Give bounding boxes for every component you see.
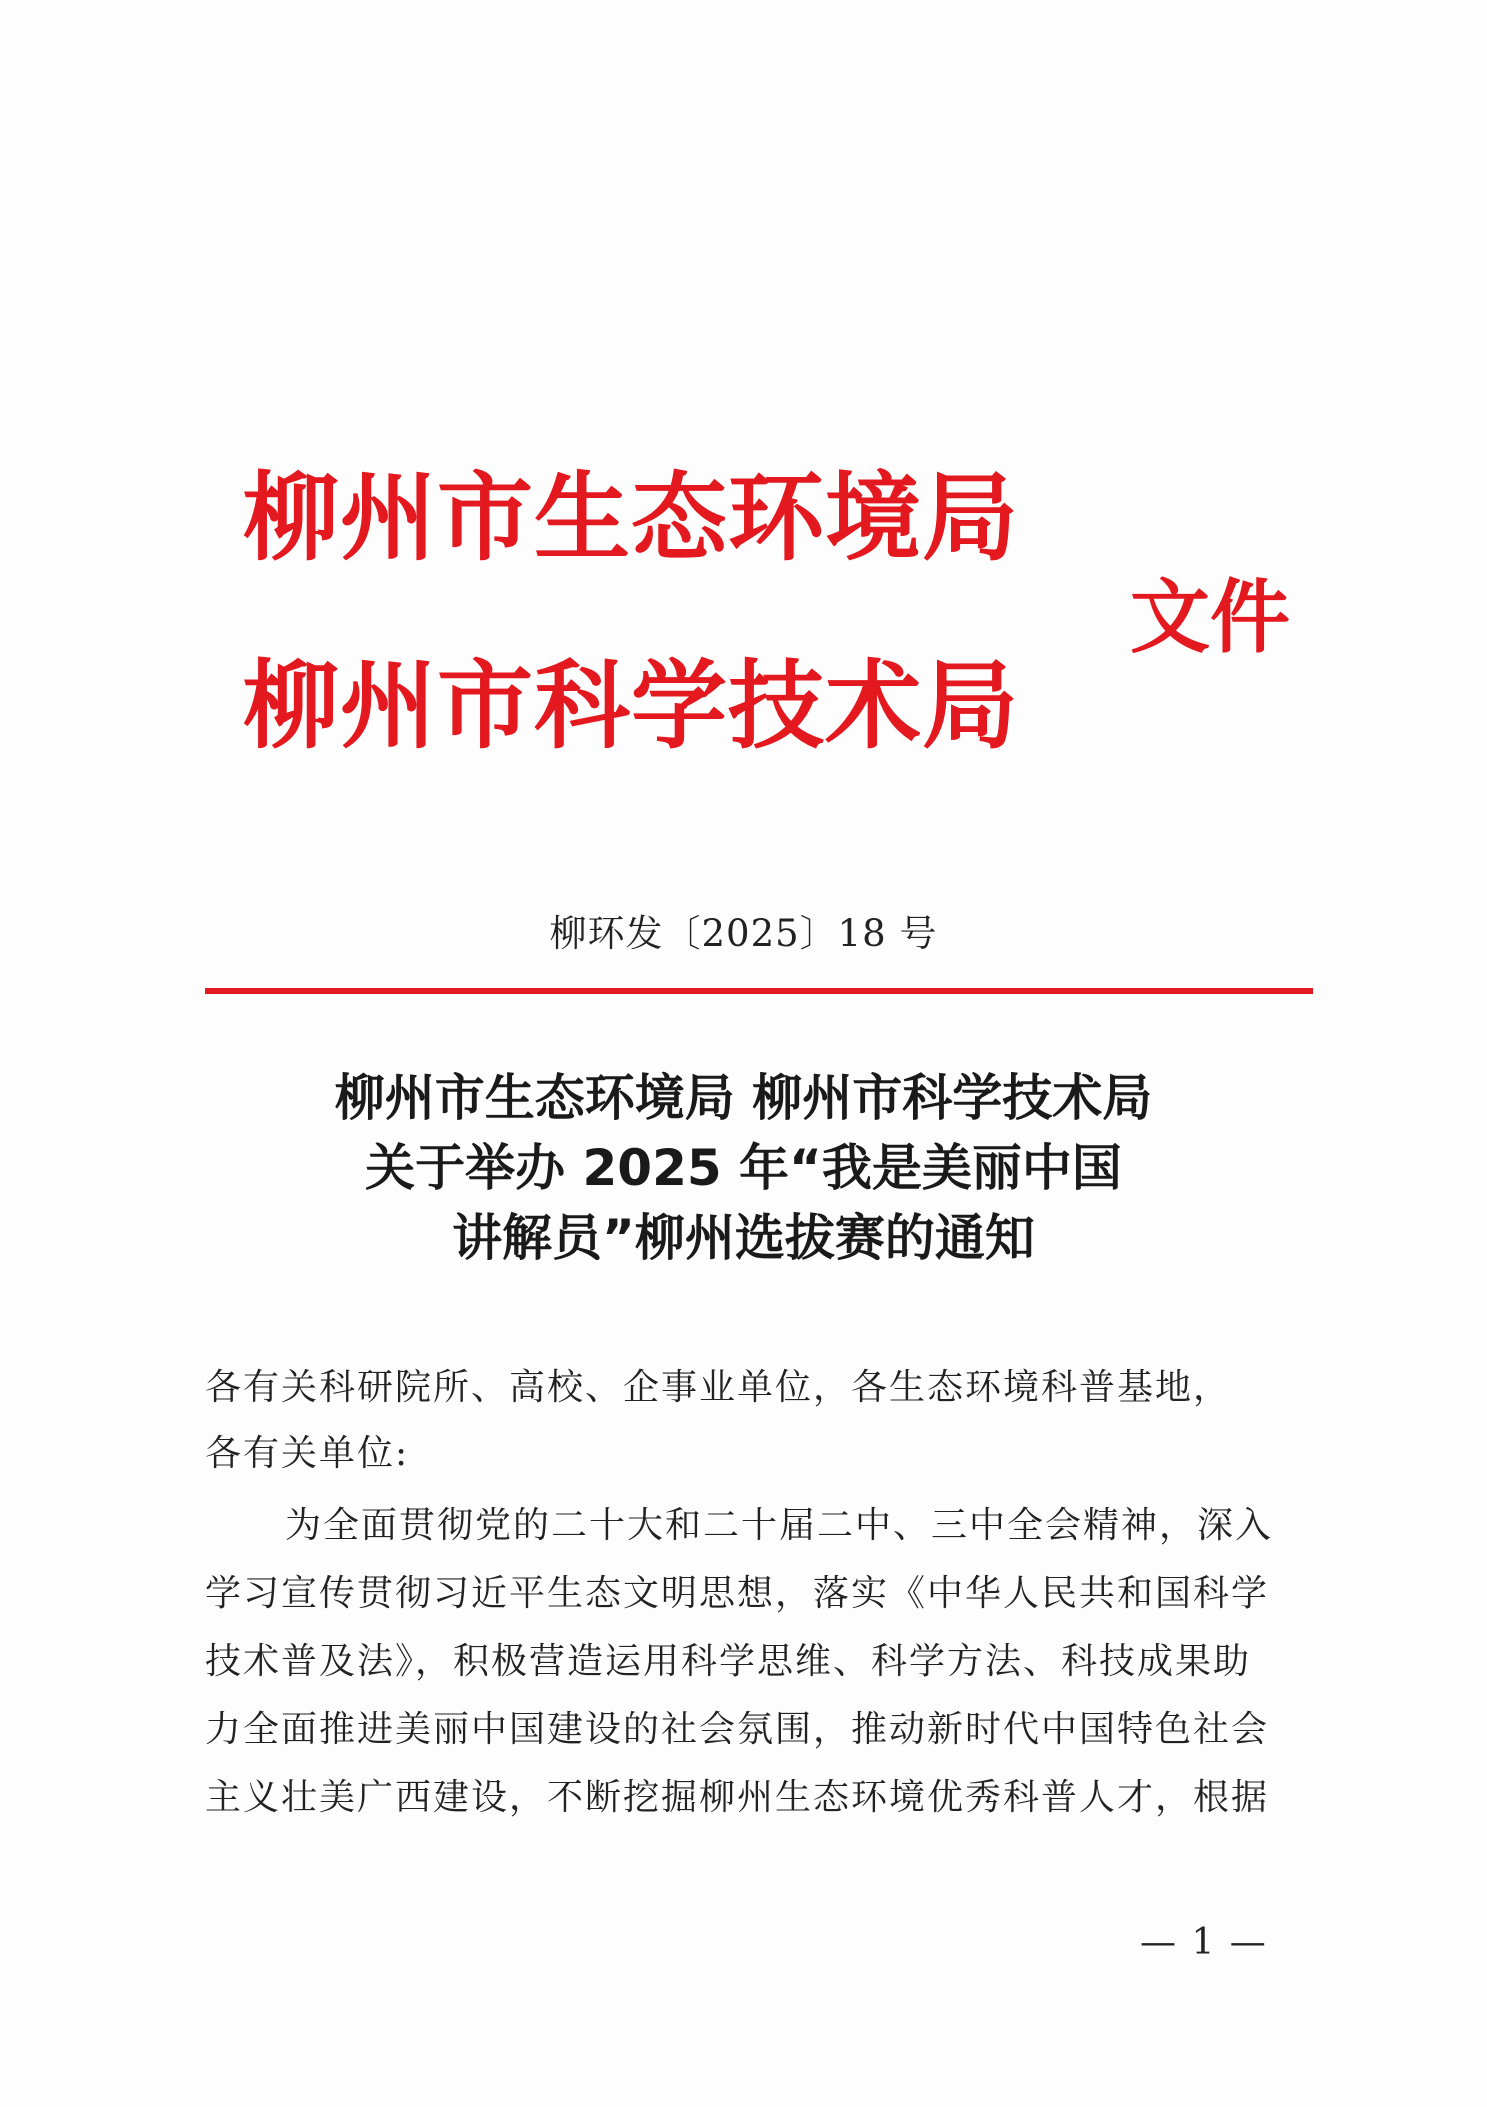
- letterhead-org-1: 柳州市生态环境局: [243, 462, 1019, 574]
- addressee-line-2: 各有关单位:: [205, 1433, 410, 1474]
- addressee: [205, 1355, 1315, 1487]
- addressee-line-1: 各有关科研院所、高校、企事业单位，各生态环境科普基地，: [205, 1367, 1232, 1408]
- title-line-2: 关于举办 2025 年“我是美丽中国: [365, 1139, 1122, 1197]
- page-number: — 1 —: [1140, 1922, 1268, 1963]
- body-paragraph: [205, 1492, 1315, 1832]
- document-number: 柳环发〔2025〕18 号: [549, 912, 938, 955]
- title-line-1: 柳州市生态环境局 柳州市科学技术局: [334, 1069, 1153, 1127]
- body-line: 主义壮美广西建设，不断挖掘柳州生态环境优秀科普人才，根据: [205, 1777, 1270, 1818]
- document-title: [0, 1063, 1487, 1273]
- body-line: 为全面贯彻党的二十大和二十届二中、三中全会精神，深入: [285, 1505, 1274, 1546]
- body-line: 学习宣传贯彻习近平生态文明思想，落实《中华人民共和国科学: [205, 1573, 1270, 1614]
- red-divider-line: [205, 988, 1313, 994]
- body-line: 力全面推进美丽中国建设的社会氛围，推动新时代中国特色社会: [205, 1709, 1270, 1750]
- letterhead-org-2: 柳州市科学技术局: [243, 650, 1019, 762]
- letterhead-file-word: 文件: [1130, 571, 1290, 664]
- title-line-3: 讲解员”柳州选拔赛的通知: [452, 1209, 1035, 1267]
- body-line: 技术普及法》，积极营造运用科学思维、科学方法、科技成果助: [205, 1641, 1252, 1682]
